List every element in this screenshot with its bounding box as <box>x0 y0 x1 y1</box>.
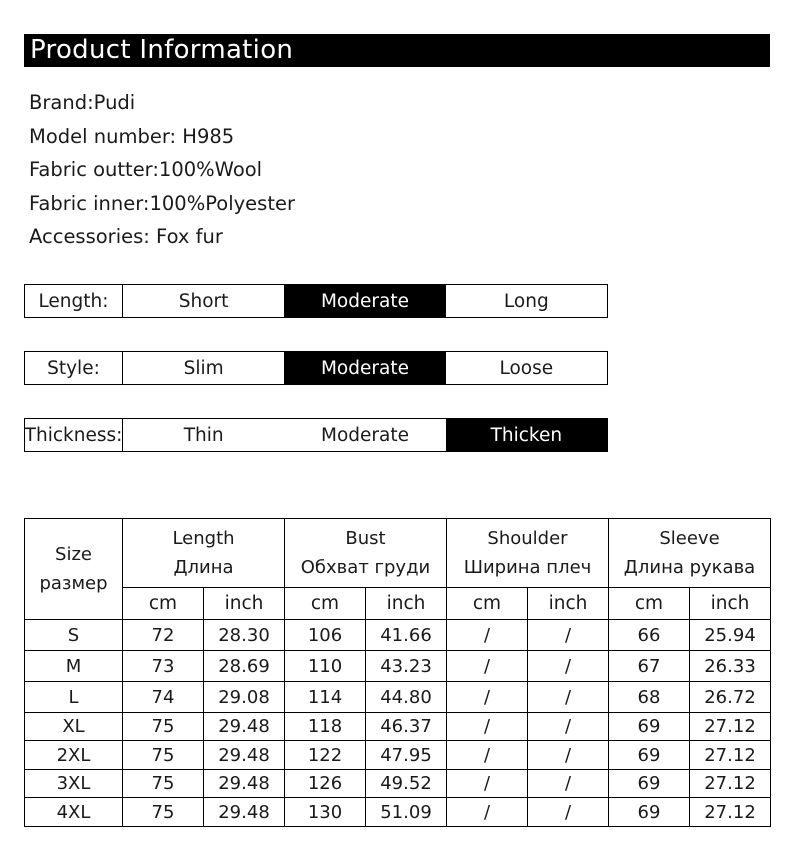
cell-bust-cm: 126 <box>285 770 366 798</box>
cell-length-cm: 75 <box>123 713 204 741</box>
cell-shoulder-inch: / <box>528 770 609 798</box>
unit-inch: inch <box>366 588 447 620</box>
sleeve-header-en: Sleeve <box>659 528 720 549</box>
cell-length-inch: 28.69 <box>204 651 285 682</box>
size-header-ru: размер <box>39 573 108 594</box>
cell-length-cm: 75 <box>123 741 204 770</box>
cell-bust-inch: 47.95 <box>366 741 447 770</box>
cell-length-inch: 29.48 <box>204 770 285 798</box>
info-brand: Brand:Pudi <box>29 91 136 114</box>
size-rows <box>25 620 771 827</box>
sleeve-header-cell <box>609 519 771 588</box>
shoulder-header-cell <box>447 519 609 588</box>
cell-shoulder-cm: / <box>447 713 528 741</box>
style-attribute-row <box>24 351 608 385</box>
table-row <box>25 770 771 798</box>
cell-bust-cm: 110 <box>285 651 366 682</box>
thickness-option-thin: Thin <box>183 424 224 446</box>
cell-shoulder-inch: / <box>528 620 609 651</box>
cell-bust-cm: 130 <box>285 798 366 827</box>
cell-shoulder-cm: / <box>447 770 528 798</box>
length-header-ru: Длина <box>173 557 234 578</box>
length-label: Length: <box>25 285 123 317</box>
cell-size: S <box>25 620 123 651</box>
bust-header-ru: Обхват груди <box>300 557 431 578</box>
unit-cm: cm <box>447 588 528 620</box>
cell-shoulder-inch: / <box>528 713 609 741</box>
cell-size: 2XL <box>25 741 123 770</box>
cell-length-inch: 29.08 <box>204 682 285 713</box>
cell-shoulder-cm: / <box>447 682 528 713</box>
cell-shoulder-cm: / <box>447 620 528 651</box>
length-option-long: Long <box>503 290 549 312</box>
bust-header-en: Bust <box>345 528 386 549</box>
size-header-cell <box>25 519 123 620</box>
cell-length-inch: 29.48 <box>204 798 285 827</box>
cell-sleeve-inch: 27.12 <box>690 741 771 770</box>
length-header-en: Length <box>172 528 235 549</box>
cell-bust-inch: 51.09 <box>366 798 447 827</box>
cell-length-inch: 29.48 <box>204 741 285 770</box>
size-chart-table <box>24 518 771 827</box>
cell-sleeve-inch: 26.72 <box>690 682 771 713</box>
table-row <box>25 620 771 651</box>
table-row <box>25 682 771 713</box>
unit-cm: cm <box>123 588 204 620</box>
cell-bust-cm: 122 <box>285 741 366 770</box>
length-option-short: Short <box>178 290 229 312</box>
cell-length-cm: 75 <box>123 770 204 798</box>
cell-length-cm: 72 <box>123 620 204 651</box>
info-fabric-outer: Fabric outter:100%Wool <box>29 158 263 181</box>
cell-length-cm: 74 <box>123 682 204 713</box>
cell-shoulder-cm: / <box>447 741 528 770</box>
style-option-loose: Loose <box>499 357 554 379</box>
cell-shoulder-cm: / <box>447 798 528 827</box>
cell-sleeve-inch: 25.94 <box>690 620 771 651</box>
table-row <box>25 713 771 741</box>
unit-cm: cm <box>609 588 690 620</box>
cell-size: M <box>25 651 123 682</box>
bust-header-cell <box>285 519 447 588</box>
thickness-option-thicken: Thicken <box>446 419 607 451</box>
unit-inch: inch <box>528 588 609 620</box>
cell-length-cm: 75 <box>123 798 204 827</box>
cell-length-inch: 29.48 <box>204 713 285 741</box>
info-model-number: Model number: H985 <box>29 124 235 148</box>
thickness-label: Thickness: <box>25 419 123 451</box>
product-info-list <box>29 86 295 254</box>
cell-size: XL <box>25 713 123 741</box>
thickness-option-moderate: Moderate <box>321 424 409 446</box>
page-title: Product Information <box>24 34 770 67</box>
unit-inch: inch <box>690 588 771 620</box>
cell-shoulder-inch: / <box>528 682 609 713</box>
cell-sleeve-cm: 69 <box>609 798 690 827</box>
cell-bust-cm: 114 <box>285 682 366 713</box>
cell-shoulder-inch: / <box>528 798 609 827</box>
cell-sleeve-inch: 26.33 <box>690 651 771 682</box>
thickness-attribute-row <box>24 418 608 452</box>
cell-bust-inch: 46.37 <box>366 713 447 741</box>
length-header-cell <box>123 519 285 588</box>
cell-size: L <box>25 682 123 713</box>
info-fabric-inner: Fabric inner:100%Polyester <box>29 191 296 215</box>
unit-cm: cm <box>285 588 366 620</box>
shoulder-header-ru: Ширина плеч <box>463 557 592 578</box>
cell-bust-inch: 41.66 <box>366 620 447 651</box>
size-header-en: Size <box>55 544 92 565</box>
table-row <box>25 798 771 827</box>
sleeve-header-ru: Длина рукава <box>623 557 756 578</box>
cell-sleeve-cm: 69 <box>609 770 690 798</box>
style-option-moderate: Moderate <box>284 352 445 384</box>
cell-shoulder-inch: / <box>528 741 609 770</box>
cell-sleeve-inch: 27.12 <box>690 770 771 798</box>
length-option-moderate: Moderate <box>284 285 445 317</box>
cell-sleeve-cm: 68 <box>609 682 690 713</box>
group-header-row <box>25 519 771 588</box>
cell-bust-cm: 106 <box>285 620 366 651</box>
cell-sleeve-inch: 27.12 <box>690 798 771 827</box>
info-accessories: Accessories: Fox fur <box>29 225 223 248</box>
style-option-slim: Slim <box>183 357 224 379</box>
length-attribute-row <box>24 284 608 318</box>
shoulder-header-en: Shoulder <box>487 528 568 549</box>
table-row <box>25 651 771 682</box>
cell-bust-inch: 43.23 <box>366 651 447 682</box>
cell-shoulder-cm: / <box>447 651 528 682</box>
cell-sleeve-cm: 67 <box>609 651 690 682</box>
cell-sleeve-cm: 69 <box>609 713 690 741</box>
cell-size: 3XL <box>25 770 123 798</box>
cell-sleeve-inch: 27.12 <box>690 713 771 741</box>
cell-shoulder-inch: / <box>528 651 609 682</box>
style-label: Style: <box>25 352 123 384</box>
cell-bust-inch: 44.80 <box>366 682 447 713</box>
cell-sleeve-cm: 66 <box>609 620 690 651</box>
cell-length-cm: 73 <box>123 651 204 682</box>
cell-sleeve-cm: 69 <box>609 741 690 770</box>
cell-bust-cm: 118 <box>285 713 366 741</box>
table-row <box>25 741 771 770</box>
cell-length-inch: 28.30 <box>204 620 285 651</box>
cell-size: 4XL <box>25 798 123 827</box>
unit-inch: inch <box>204 588 285 620</box>
unit-header-row <box>25 588 771 620</box>
cell-bust-inch: 49.52 <box>366 770 447 798</box>
